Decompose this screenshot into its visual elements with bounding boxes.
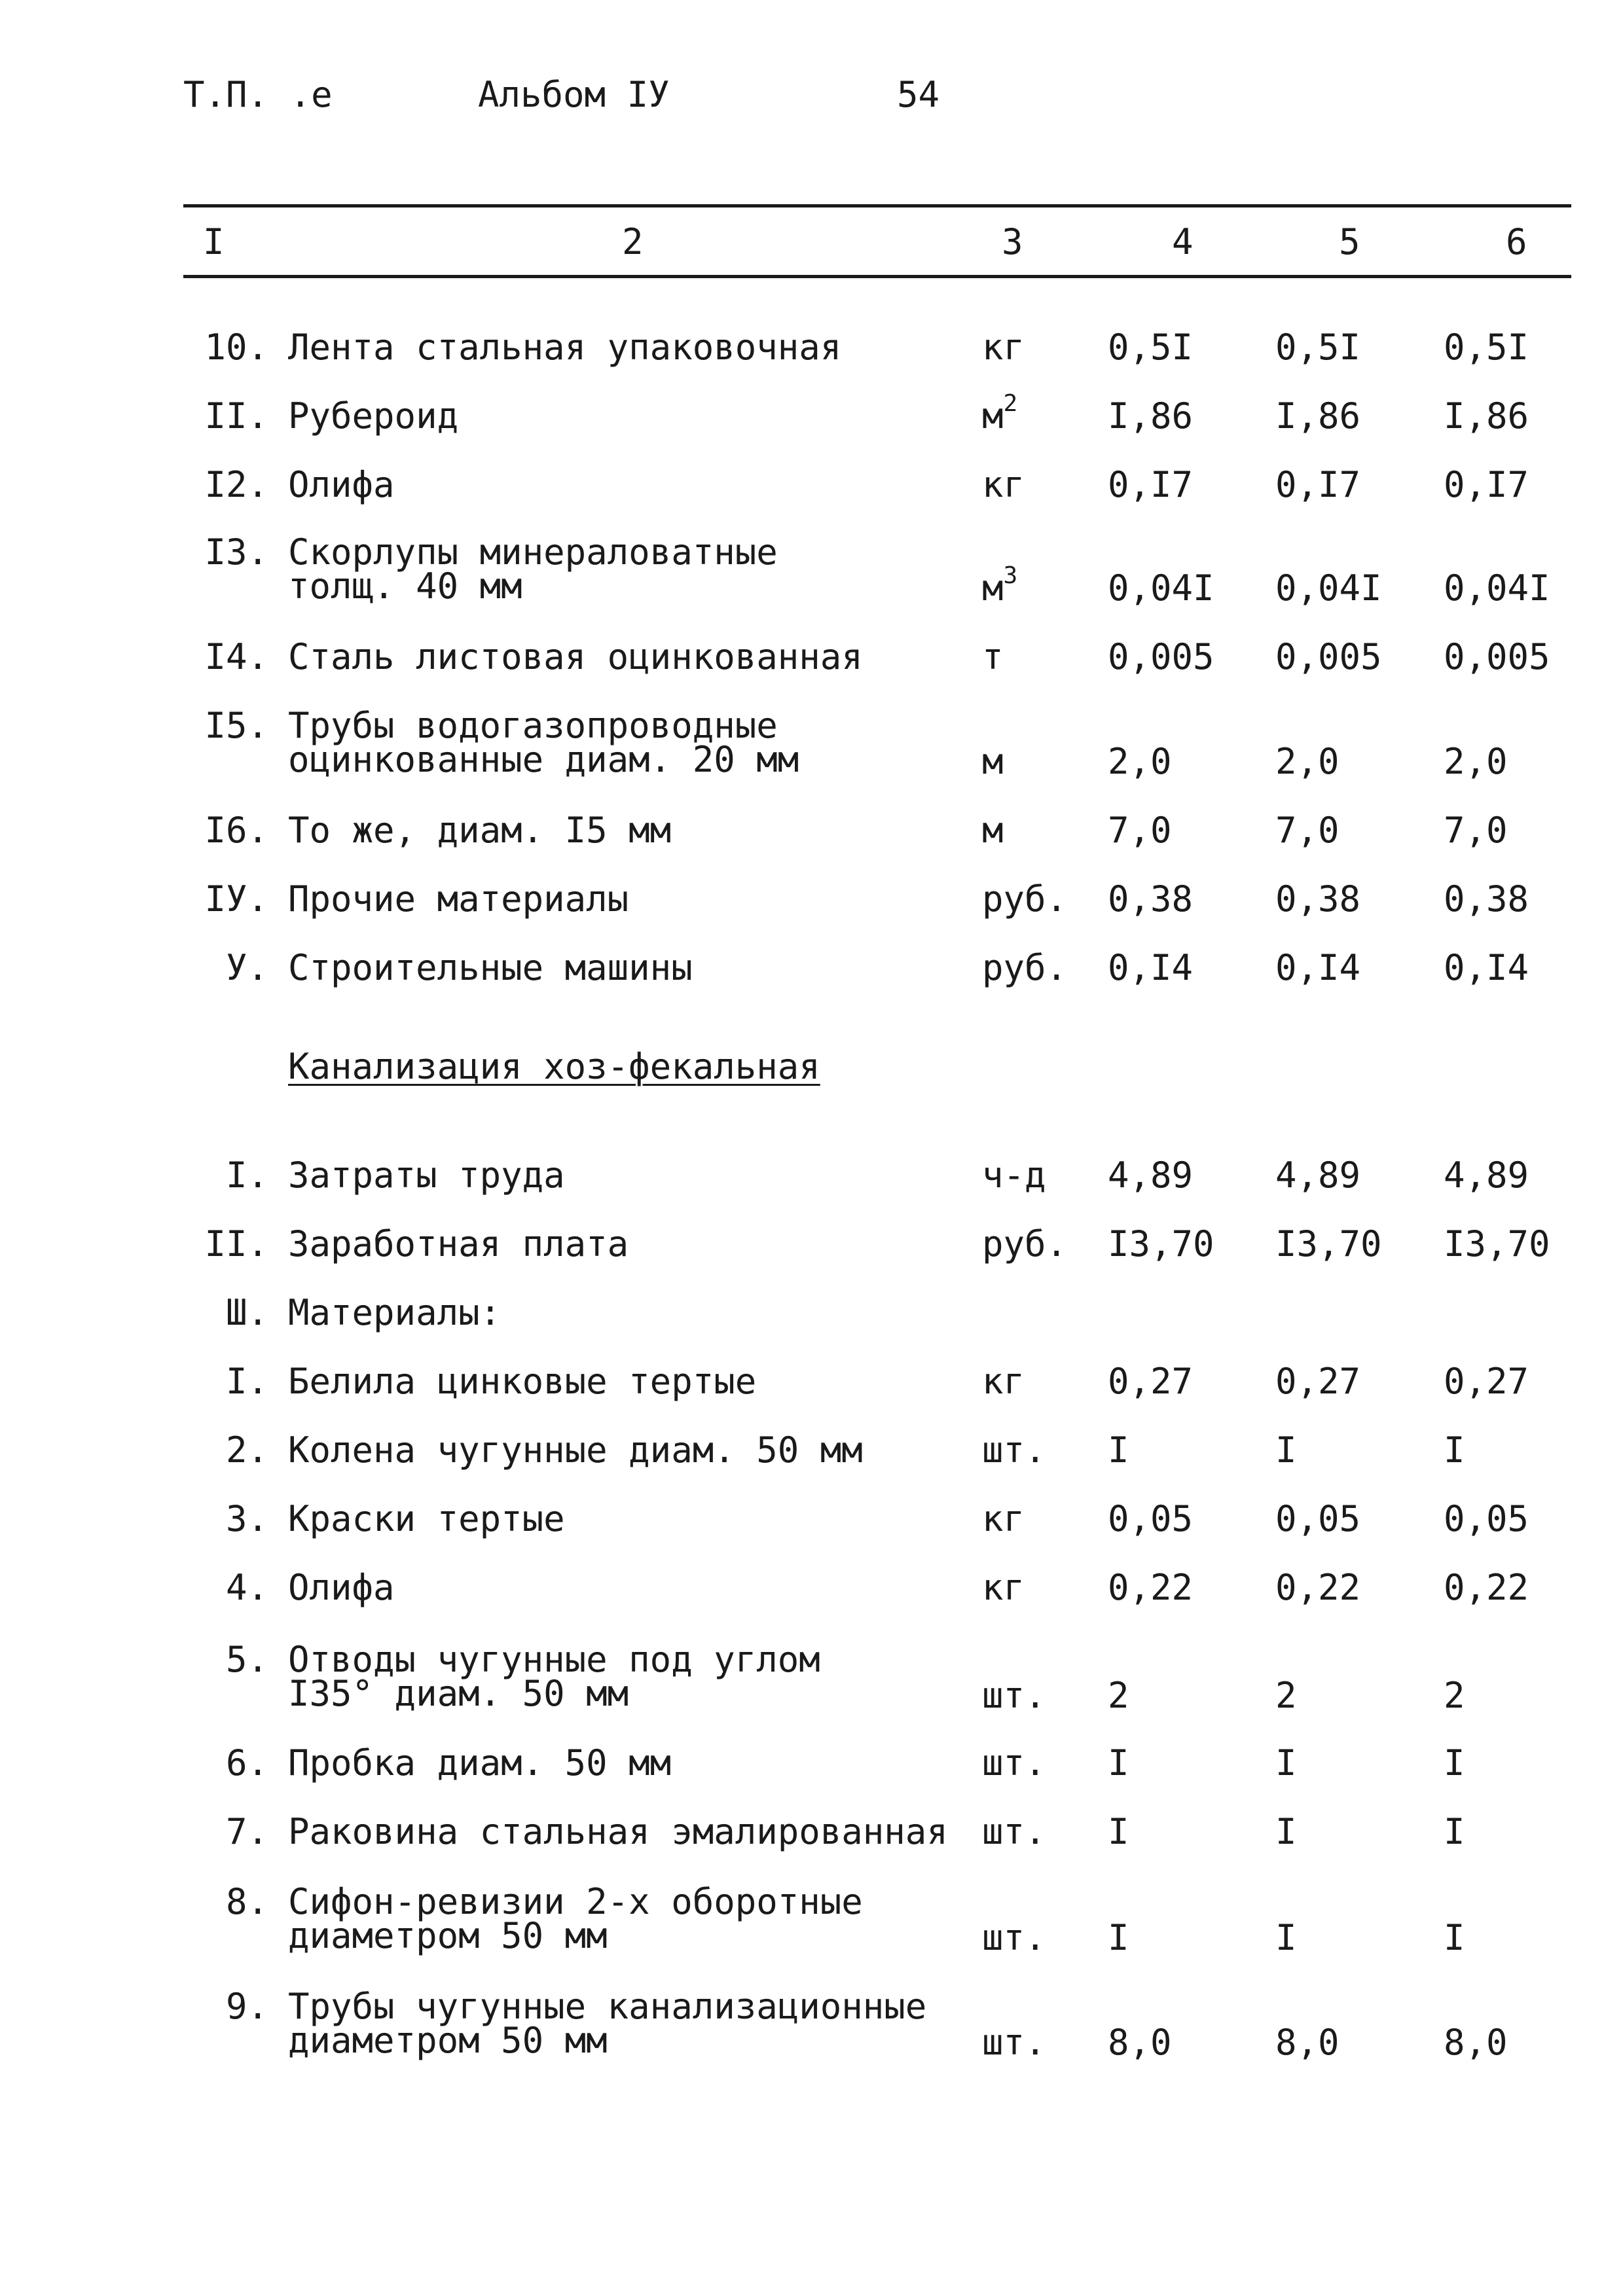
row-value-col6: 7,0: [1444, 810, 1508, 851]
row-name: Трубы чугунные канализационные диаметром 50 мм: [288, 1986, 927, 2061]
row-unit: шт.: [982, 2022, 1046, 2063]
row-unit: шт.: [982, 1675, 1046, 1716]
row-number: 9.: [225, 1986, 268, 2027]
table-row: [0, 705, 1623, 800]
row-unit: кг: [982, 1567, 1025, 1608]
row-value-col4: 0,27: [1108, 1361, 1194, 1402]
row-number: I.: [225, 1361, 268, 1402]
row-name: Затраты труда: [288, 1155, 565, 1196]
row-value-col4: 0,22: [1108, 1567, 1194, 1608]
row-value-col6: 0,I7: [1444, 464, 1529, 505]
row-value-col4: 0,I4: [1108, 947, 1194, 988]
row-value-col5: I: [1275, 1811, 1297, 1852]
column-number-6: 6: [1506, 221, 1527, 262]
row-value-col6: 8,0: [1444, 2022, 1508, 2063]
row-value-col4: 0,04I: [1108, 567, 1214, 609]
column-number-1: I: [203, 221, 225, 262]
row-value-col6: I: [1444, 1742, 1465, 1784]
row-unit: шт.: [982, 1917, 1046, 1958]
unit-base: м: [982, 567, 1004, 609]
unit-superscript: 2: [1003, 390, 1018, 417]
row-number: У.: [225, 947, 268, 988]
row-value-col5: I: [1275, 1917, 1297, 1958]
row-value-col5: I: [1275, 1429, 1297, 1471]
table-row: [0, 1986, 1623, 2081]
row-unit: шт.: [982, 1742, 1046, 1784]
row-name: Белила цинковые тертые: [288, 1361, 757, 1402]
row-name: Олифа: [288, 464, 395, 505]
row-value-col6: 0,27: [1444, 1361, 1529, 1402]
table-header-rule: [183, 275, 1571, 278]
row-value-col5: 0,04I: [1275, 567, 1382, 609]
row-unit: кг: [982, 1498, 1025, 1539]
row-number: I5.: [204, 705, 268, 746]
row-unit: кг: [982, 464, 1025, 505]
row-name: Заработная плата: [288, 1223, 629, 1265]
doc-code: Т.П. .е: [183, 74, 333, 115]
row-value-col4: 0,38: [1108, 878, 1194, 920]
row-value-col5: 0,I4: [1275, 947, 1361, 988]
row-number: 3.: [225, 1498, 268, 1539]
row-value-col4: 7,0: [1108, 810, 1172, 851]
row-name: Краски тертые: [288, 1498, 565, 1539]
row-value-col6: 0,005: [1444, 636, 1550, 677]
row-value-col4: 2,0: [1108, 741, 1172, 782]
row-name: Сталь листовая оцинкованная: [288, 636, 863, 677]
row-number: I4.: [204, 636, 268, 677]
row-value-col5: 2: [1275, 1675, 1297, 1716]
row-value-col4: 2: [1108, 1675, 1129, 1716]
row-value-col5: 7,0: [1275, 810, 1340, 851]
row-value-col5: 4,89: [1275, 1155, 1361, 1196]
unit-superscript: 3: [1003, 562, 1018, 589]
row-name: Скорлупы минераловатные толщ. 40 мм: [288, 531, 778, 607]
row-number: Ш.: [225, 1292, 268, 1333]
row-value-col4: I3,70: [1108, 1223, 1214, 1265]
row-value-col6: I: [1444, 1429, 1465, 1471]
row-name: Олифа: [288, 1567, 395, 1608]
row-unit: т: [982, 636, 1004, 677]
row-number: I6.: [204, 810, 268, 851]
row-value-col6: 4,89: [1444, 1155, 1529, 1196]
row-number: I3.: [204, 531, 268, 573]
row-unit: [982, 390, 1087, 437]
row-unit: шт.: [982, 1429, 1046, 1471]
row-unit: шт.: [982, 1811, 1046, 1852]
column-number-5: 5: [1339, 221, 1360, 262]
row-number: 2.: [225, 1429, 268, 1471]
row-value-col5: I3,70: [1275, 1223, 1382, 1265]
row-value-col5: 0,27: [1275, 1361, 1361, 1402]
section-title: Канализация хоз-фекальная: [288, 1046, 820, 1087]
row-unit: м: [982, 810, 1004, 851]
row-value-col4: 8,0: [1108, 2022, 1172, 2063]
row-name: Отводы чугунные под углом I35° диам. 50 мм: [288, 1639, 820, 1714]
row-value-col6: 0,05: [1444, 1498, 1529, 1539]
row-number: I2.: [204, 464, 268, 505]
row-value-col6: I,86: [1444, 395, 1529, 437]
row-name: Прочие материалы: [288, 878, 629, 920]
row-value-col5: 0,05: [1275, 1498, 1361, 1539]
row-value-col4: I,86: [1108, 395, 1194, 437]
table-row: [0, 1639, 1623, 1734]
row-value-col4: I: [1108, 1811, 1129, 1852]
row-number: II.: [204, 395, 268, 437]
row-number: 5.: [225, 1639, 268, 1680]
table-row: [0, 1881, 1623, 1977]
row-value-col5: 8,0: [1275, 2022, 1340, 2063]
row-number: 7.: [225, 1811, 268, 1852]
row-name: Колена чугунные диам. 50 мм: [288, 1429, 863, 1471]
row-value-col6: 0,04I: [1444, 567, 1550, 609]
page-number: 54: [897, 74, 940, 115]
row-unit: руб.: [982, 1223, 1068, 1265]
row-value-col5: 0,I7: [1275, 464, 1361, 505]
row-number: II.: [204, 1223, 268, 1265]
row-value-col6: 2,0: [1444, 741, 1508, 782]
row-name: Пробка диам. 50 мм: [288, 1742, 672, 1784]
row-unit: руб.: [982, 947, 1068, 988]
row-number: IУ.: [204, 878, 268, 920]
row-number: 10.: [204, 327, 268, 368]
row-value-col6: I3,70: [1444, 1223, 1550, 1265]
table-row: [0, 531, 1623, 627]
row-value-col5: 0,5I: [1275, 327, 1361, 368]
row-number: I.: [225, 1155, 268, 1196]
row-value-col4: 0,05: [1108, 1498, 1194, 1539]
row-number: 6.: [225, 1742, 268, 1784]
row-value-col6: 0,I4: [1444, 947, 1529, 988]
column-number-3: 3: [1002, 221, 1023, 262]
row-unit: кг: [982, 1361, 1025, 1402]
row-value-col4: 0,I7: [1108, 464, 1194, 505]
row-value-col4: 0,005: [1108, 636, 1214, 677]
row-value-col6: 0,22: [1444, 1567, 1529, 1608]
row-value-col6: I: [1444, 1917, 1465, 1958]
row-unit: кг: [982, 327, 1025, 368]
row-value-col5: 0,38: [1275, 878, 1361, 920]
row-name: Строительные машины: [288, 947, 693, 988]
row-name: Материалы:: [288, 1292, 501, 1333]
row-value-col5: I,86: [1275, 395, 1361, 437]
column-number-4: 4: [1172, 221, 1194, 262]
row-name: Раковина стальная эмалированная: [288, 1811, 948, 1852]
row-number: 8.: [225, 1881, 268, 1922]
row-value-col4: 4,89: [1108, 1155, 1194, 1196]
row-value-col5: 0,22: [1275, 1567, 1361, 1608]
row-value-col6: I: [1444, 1811, 1465, 1852]
row-value-col5: 2,0: [1275, 741, 1340, 782]
row-value-col4: 0,5I: [1108, 327, 1194, 368]
row-value-col5: 0,005: [1275, 636, 1382, 677]
unit-base: м: [982, 395, 1004, 437]
row-value-col5: I: [1275, 1742, 1297, 1784]
row-value-col6: 0,5I: [1444, 327, 1529, 368]
column-number-2: 2: [622, 221, 644, 262]
album-title: Альбом IУ: [478, 74, 670, 115]
row-name: Лента стальная упаковочная: [288, 327, 842, 368]
table-row: [0, 947, 1623, 1043]
row-name: То же, диам. I5 мм: [288, 810, 672, 851]
row-unit: м: [982, 741, 1004, 782]
row-value-col4: I: [1108, 1917, 1129, 1958]
row-value-col6: 2: [1444, 1675, 1465, 1716]
row-name: Сифон-ревизии 2-х оборотные диаметром 50 мм: [288, 1881, 863, 1956]
row-unit: [982, 562, 1087, 609]
row-number: 4.: [225, 1567, 268, 1608]
row-value-col4: I: [1108, 1742, 1129, 1784]
row-unit: ч-д: [982, 1155, 1046, 1196]
row-unit: руб.: [982, 878, 1068, 920]
row-name: Трубы водогазопроводные оцинкованные диам. 20 мм: [288, 705, 799, 780]
table-top-rule: [183, 204, 1571, 207]
row-value-col4: I: [1108, 1429, 1129, 1471]
row-value-col6: 0,38: [1444, 878, 1529, 920]
row-name: Рубероид: [288, 395, 459, 437]
